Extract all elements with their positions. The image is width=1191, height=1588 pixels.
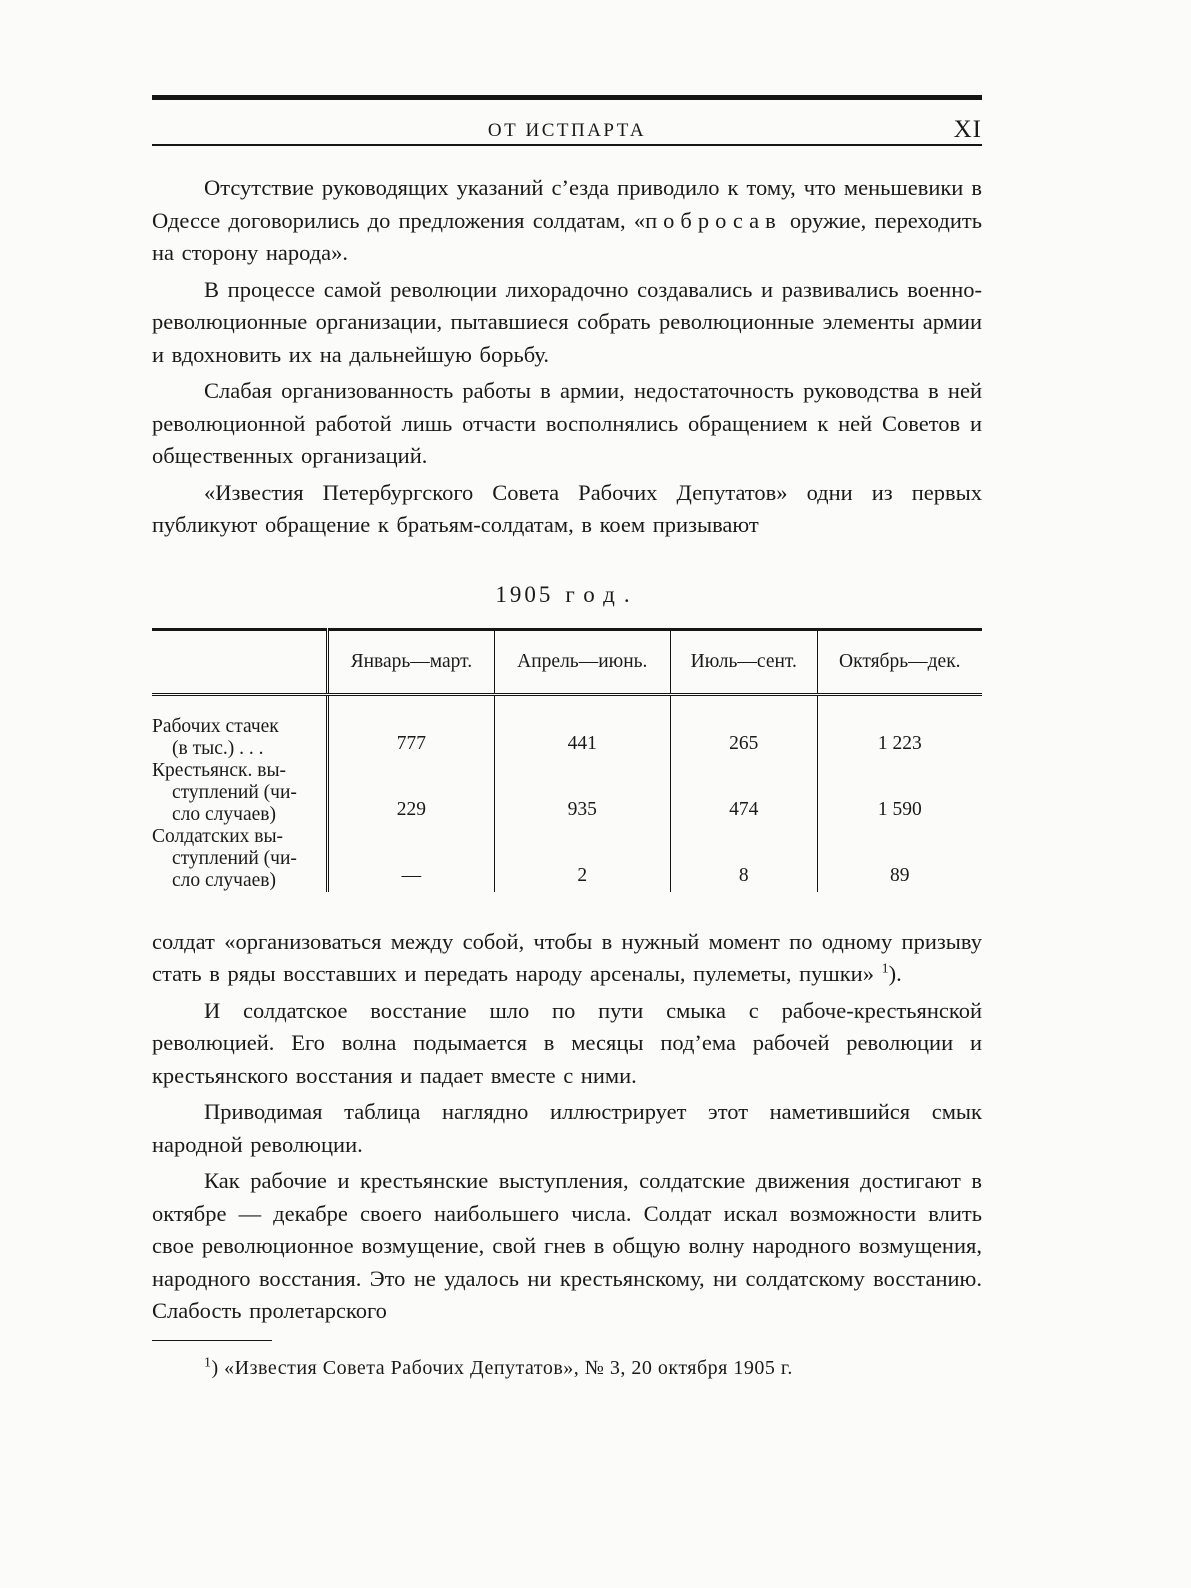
paragraph-7: Приводимая таблица наглядно иллюстрирует этот наметившийся смык народной революции. [152,1099,982,1157]
table-cell: 1 223 [817,716,982,760]
row-label-line: сло случаев) [172,869,276,891]
row-label-line: Рабочих стачек [152,715,279,737]
table-row-soldier-uprisings [152,826,982,892]
row-label-peasant-uprisings [152,760,328,826]
paragraph-6: И солдатское восстание шло по пути смыка с рабоче-крестьянской революцией. Его волна подымается в месяцы под’ема рабочей революции и крестьянского восстания и падает вместе с ними. [152,997,982,1088]
running-head [152,100,982,144]
column-header-oct-dec: Октябрь—дек. [817,629,982,694]
footnote-text: «Известия Совета Рабочих Депутатов», № 3, 20 октября 1905 г. [224,1356,793,1379]
table-spacer-row [152,694,982,716]
table-title-year: 1905 [495,581,554,607]
footnote-reference: 1 [881,961,889,977]
table-cell: 777 [328,716,495,760]
table-title [152,582,982,608]
paragraph-1 [152,172,982,270]
paragraph-2: В процессе самой революции лихорадочно создавались и развивались военно-революционные организации, пытавшиеся собрать революционные элементы армии и вдохновить их на дальнейшую борьбу. [152,276,982,367]
table-cell: 2 [494,826,670,892]
table-header-row [152,629,982,694]
row-label-line: ступлений (чи- [172,781,297,803]
table-title-word: год. [565,581,639,607]
table-cell: 441 [494,716,670,760]
paragraph-8: Как рабочие и крестьянские выступления, солдатские движения достигают в октябре — декабре своего наибольшего числа. Солдат искал возможности влить свое революционное возмущение, свой гнев в общую волну народного возмущения, народного восстания. Это не удалось ни крестьянскому, ни солдатскому восстанию. Слабость пролетарского [152,1168,982,1323]
paragraph-5-end: ). [888,961,902,986]
paragraph-5 [152,926,982,991]
footnote-marker: 1 [204,1354,212,1370]
paragraph-3: Слабая организованность работы в армии, недостаточность руководства в ней революционной работой лишь отчасти восполнялись обращением к ней Советов и общественных организаций. [152,378,982,468]
body-text-after-table [152,926,982,1328]
paragraph-4: «Известия Петербургского Совета Рабочих Депутатов» одни из первых публикуют обращение к братьям-солдатам, в коем призывают [152,479,982,537]
column-header-jan-mar: Январь—март. [328,629,495,694]
header-rule-bottom [152,144,982,146]
paragraph-1-text-a: Отсутствие руководящих указаний с’езда приводило к тому, что меньшевики в Одессе договорились до предложения солдатам, « [152,175,982,233]
table-cell: 89 [817,826,982,892]
row-label-line: ступлений (чи- [172,847,297,869]
column-header-jul-sep: Июль—сент. [670,629,817,694]
table-corner-cell [152,629,328,694]
book-page [152,95,982,1381]
column-header-apr-jun: Апрель—июнь. [494,629,670,694]
footnote [152,1355,982,1381]
paragraph-1-text-b: оружие, переходить на сторону народа». [152,207,982,265]
row-label-line: Солдатских вы- [152,825,284,847]
row-label-soldier-uprisings [152,826,328,892]
table-cell: 8 [670,826,817,892]
row-label-line: сло случаев) [172,803,276,825]
table-cell: 1 590 [817,760,982,826]
body-text-before-table [152,172,982,542]
footnote-rule [152,1340,272,1341]
row-label-workers-strikes [152,716,328,760]
table-row-workers-strikes [152,716,982,760]
table-cell: 229 [328,760,495,826]
table-cell: 265 [670,716,817,760]
table-cell: 474 [670,760,817,826]
table-cell: — [328,826,495,892]
table-cell: 935 [494,760,670,826]
paragraph-5-text: солдат «организоваться между собой, чтобы в нужный момент по одному призыву стать в ряды восставших и передать народу арсеналы, пулеметы, пушки» [152,928,982,986]
page-number: XI [953,116,982,143]
row-label-line: (в тыс.) . . . [172,737,264,759]
footnote-marker-close: ) [211,1356,219,1379]
running-title: ОТ ИСТПАРТА [487,120,647,141]
row-label-line: Крестьянск. вы- [152,759,287,781]
paragraph-1-spaced-word: побросав [645,207,782,233]
table-row-peasant-uprisings [152,760,982,826]
statistics-table [152,628,982,892]
